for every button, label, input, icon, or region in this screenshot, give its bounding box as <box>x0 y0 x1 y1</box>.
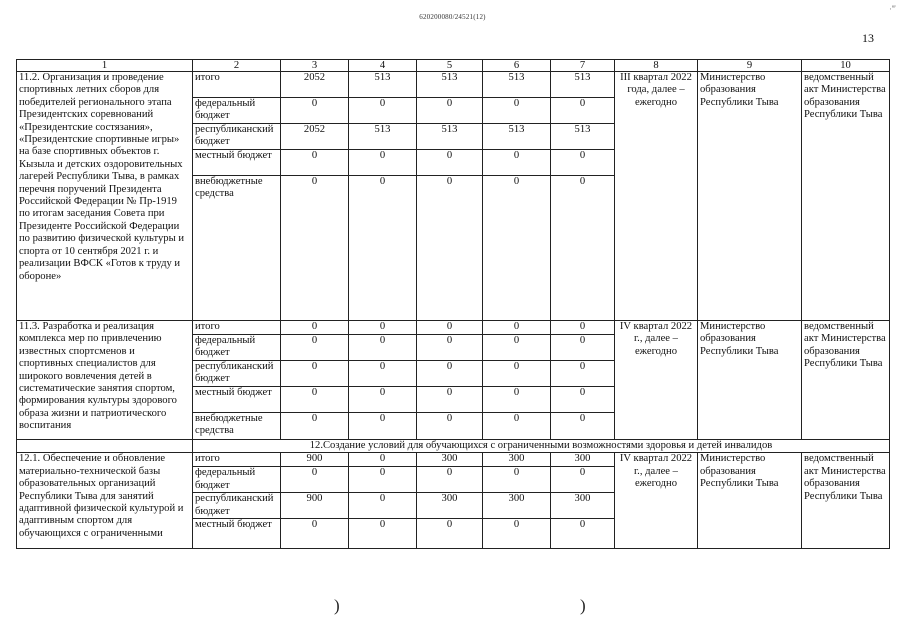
column-header: 8 <box>615 60 698 72</box>
source-cell: местный бюджет <box>193 519 281 549</box>
value-cell: 0 <box>483 321 551 335</box>
value-cell: 2052 <box>281 72 349 98</box>
pen-mark-left: ) <box>334 596 340 615</box>
value-cell: 300 <box>417 453 483 467</box>
value-cell: 0 <box>483 413 551 440</box>
result-cell: ведомственный акт Министерства образования Республики Тыва <box>802 72 890 321</box>
value-cell: 0 <box>349 361 417 387</box>
plan-table <box>16 59 890 549</box>
value-cell: 0 <box>483 176 551 321</box>
source-cell: итого <box>193 453 281 467</box>
value-cell: 0 <box>281 335 349 361</box>
value-cell: 0 <box>281 519 349 549</box>
value-cell: 513 <box>349 124 417 150</box>
value-cell: 0 <box>281 98 349 124</box>
value-cell: 0 <box>281 176 349 321</box>
value-cell: 0 <box>551 176 615 321</box>
column-header: 6 <box>483 60 551 72</box>
value-cell: 0 <box>349 150 417 176</box>
table-row <box>17 453 890 467</box>
value-cell: 0 <box>349 467 417 493</box>
value-cell: 0 <box>483 150 551 176</box>
value-cell: 300 <box>483 453 551 467</box>
value-cell: 513 <box>551 72 615 98</box>
value-cell: 900 <box>281 493 349 519</box>
result-cell: ведомственный акт Министерства образования Республики Тыва <box>802 453 890 549</box>
value-cell: 0 <box>417 335 483 361</box>
value-cell: 0 <box>483 335 551 361</box>
value-cell: 0 <box>551 467 615 493</box>
value-cell: 513 <box>417 124 483 150</box>
column-header: 10 <box>802 60 890 72</box>
section-title: 12.Создание условий для обучающихся с ограниченными возможностями здоровья и детей инвалидов <box>193 440 890 453</box>
value-cell: 0 <box>417 321 483 335</box>
document-id: 620200080/24521(12) <box>419 13 486 21</box>
source-cell: федеральный бюджет <box>193 98 281 124</box>
corner-mark: ·‴ <box>889 4 896 14</box>
table-row <box>17 321 890 335</box>
value-cell: 0 <box>483 98 551 124</box>
value-cell: 0 <box>349 321 417 335</box>
source-cell: итого <box>193 72 281 98</box>
value-cell: 0 <box>551 519 615 549</box>
value-cell: 0 <box>417 98 483 124</box>
column-header: 5 <box>417 60 483 72</box>
value-cell: 0 <box>483 387 551 413</box>
value-cell: 0 <box>349 335 417 361</box>
value-cell: 0 <box>417 176 483 321</box>
value-cell: 513 <box>349 72 417 98</box>
value-cell: 300 <box>417 493 483 519</box>
value-cell: 0 <box>281 150 349 176</box>
period-cell: IV квартал 2022 г., далее – ежегодно <box>615 321 698 440</box>
value-cell: 0 <box>551 98 615 124</box>
source-cell: республиканский бюджет <box>193 361 281 387</box>
source-cell: итого <box>193 321 281 335</box>
value-cell: 0 <box>417 467 483 493</box>
value-cell: 0 <box>281 387 349 413</box>
value-cell: 0 <box>417 387 483 413</box>
period-cell: III квартал 2022 года, далее – ежегодно <box>615 72 698 321</box>
value-cell: 0 <box>551 335 615 361</box>
value-cell: 0 <box>551 321 615 335</box>
task-cell: 11.2. Организация и проведение спортивных летних сборов для победителей регионального этапа Президентских соревнований «Президентские состязания», «Президентские спортивные игры» на базе спортивных объектов г. Кызыла и детских оздоровительных лагерей Республики Тыва, в рамках перечня поручений Президента Российской Федерации № Пр-1919 по итогам заседания Совета при Президенте Российской Федерации по развитию физической культуры и спорта от 10 сентября 2021 г. и реализации ВФСК «Готов к труду и обороне» <box>17 72 193 321</box>
value-cell: 2052 <box>281 124 349 150</box>
value-cell: 0 <box>551 150 615 176</box>
column-header: 4 <box>349 60 417 72</box>
section-row <box>17 440 890 453</box>
task-cell: 12.1. Обеспечение и обновление материально-технической базы образовательных организаций Республики Тыва для занятий адаптивной физической культурой и адаптивным спортом для обучающихся с ограниченными <box>17 453 193 549</box>
task-cell: 11.3. Разработка и реализация комплекса мер по привлечению известных спортсменов и спортивных специалистов для широкого вовлечения детей в систематические занятия спортом, формирования культуры здорового образа жизни и патриотического воспитания <box>17 321 193 440</box>
value-cell: 0 <box>417 150 483 176</box>
pen-mark-right: ) <box>580 596 586 615</box>
executor-cell: Министерство образования Республики Тыва <box>698 72 802 321</box>
source-cell: внебюджетные средства <box>193 413 281 440</box>
value-cell: 300 <box>551 453 615 467</box>
value-cell: 0 <box>417 519 483 549</box>
value-cell: 0 <box>551 361 615 387</box>
value-cell: 0 <box>349 176 417 321</box>
value-cell: 0 <box>483 467 551 493</box>
value-cell: 0 <box>551 413 615 440</box>
source-cell: республиканский бюджет <box>193 124 281 150</box>
value-cell: 513 <box>483 72 551 98</box>
source-cell: республиканский бюджет <box>193 493 281 519</box>
column-header: 2 <box>193 60 281 72</box>
value-cell: 300 <box>551 493 615 519</box>
value-cell: 0 <box>281 361 349 387</box>
column-header: 7 <box>551 60 615 72</box>
result-cell: ведомственный акт Министерства образования Республики Тыва <box>802 321 890 440</box>
executor-cell: Министерство образования Республики Тыва <box>698 321 802 440</box>
value-cell: 0 <box>483 361 551 387</box>
value-cell: 513 <box>551 124 615 150</box>
value-cell: 300 <box>483 493 551 519</box>
column-header: 1 <box>17 60 193 72</box>
value-cell: 0 <box>551 387 615 413</box>
value-cell: 0 <box>417 361 483 387</box>
value-cell: 513 <box>483 124 551 150</box>
column-header: 9 <box>698 60 802 72</box>
source-cell: внебюджетные средства <box>193 176 281 321</box>
value-cell: 0 <box>349 493 417 519</box>
page-number: 13 <box>862 31 874 45</box>
value-cell: 0 <box>349 387 417 413</box>
column-number-row <box>17 60 890 72</box>
table-row <box>17 72 890 98</box>
executor-cell: Министерство образования Республики Тыва <box>698 453 802 549</box>
source-cell: местный бюджет <box>193 150 281 176</box>
value-cell: 0 <box>349 413 417 440</box>
period-cell: IV квартал 2022 г., далее – ежегодно <box>615 453 698 549</box>
value-cell: 0 <box>417 413 483 440</box>
value-cell: 0 <box>281 413 349 440</box>
column-header: 3 <box>281 60 349 72</box>
value-cell: 0 <box>281 321 349 335</box>
value-cell: 513 <box>417 72 483 98</box>
source-cell: федеральный бюджет <box>193 467 281 493</box>
value-cell: 0 <box>281 467 349 493</box>
value-cell: 0 <box>483 519 551 549</box>
value-cell: 0 <box>349 453 417 467</box>
value-cell: 0 <box>349 519 417 549</box>
value-cell: 0 <box>349 98 417 124</box>
source-cell: федеральный бюджет <box>193 335 281 361</box>
value-cell: 900 <box>281 453 349 467</box>
source-cell: местный бюджет <box>193 387 281 413</box>
